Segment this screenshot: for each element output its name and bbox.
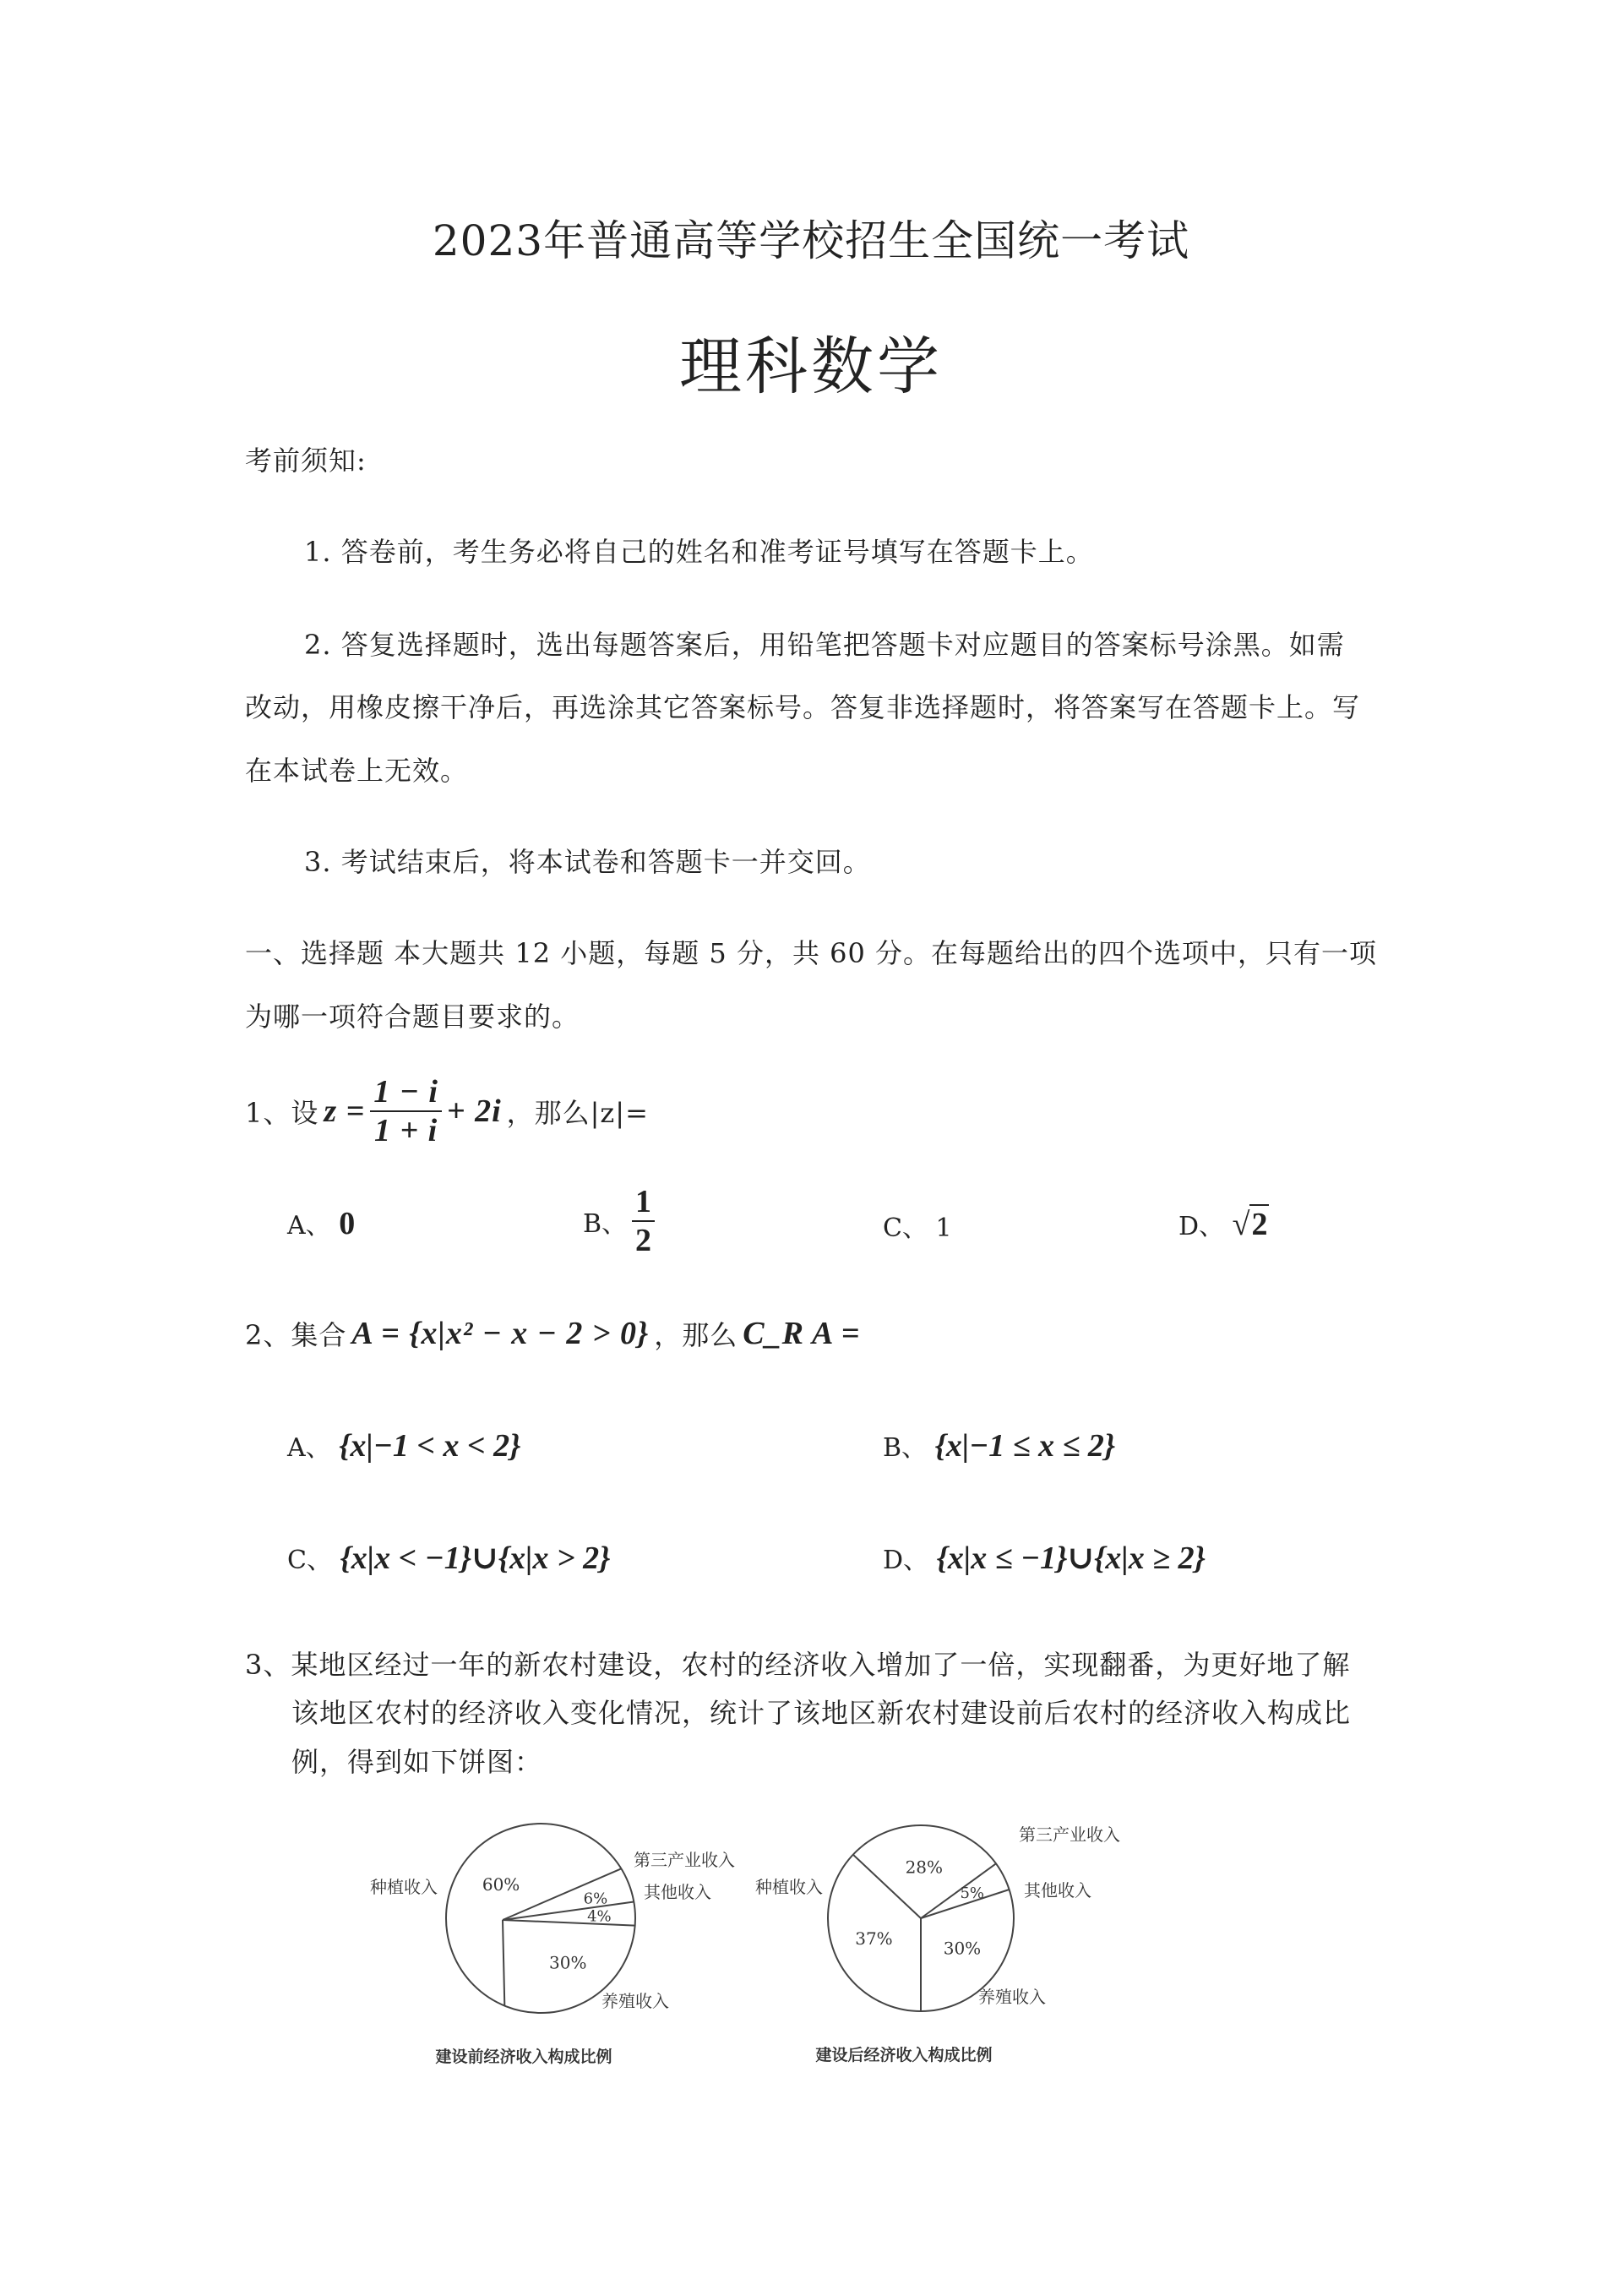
pie-2-slice-label-1: 37% [855,1928,893,1950]
q1-option-b[interactable] [583,1183,655,1259]
section-1-line-2: 为哪一项符合题目要求的。 [245,1001,580,1033]
q1-option-d-value: √2 [1233,1207,1270,1242]
q2-mid: ，那么 [654,1319,738,1351]
pie-charts [0,1775,1622,2096]
q1-plus-term: + 2i [446,1093,502,1129]
q2-option-a-value: {x|−1 < x < 2} [339,1428,521,1464]
q2-option-d[interactable] [883,1538,1206,1577]
q1-option-c-label: C、 [883,1213,928,1243]
question-2 [245,1314,860,1353]
q1-option-b-fraction [632,1183,655,1259]
q2-option-a[interactable] [287,1426,520,1464]
section-1-line-1: 一、选择题 本大题共 12 小题，每题 5 分，共 60 分。在每题给出的四个选项中，只有一项 [245,937,1378,969]
q3-line-3: 例，得到如下饼图： [291,1746,543,1778]
question-1 [245,1073,649,1149]
q1-option-a-value: 0 [339,1206,356,1241]
pie-2-slice-label-2: 28% [905,1857,944,1878]
q2-option-c-value: {x|x < −1}∪{x|x > 2} [340,1541,611,1576]
pie-2-category-label-4: 养殖收入 [978,1987,1046,2007]
notice-item-2-line-3: 在本试卷上无效。 [245,755,469,787]
exam-title: 2023年普通高等学校招生全国统一考试 [432,216,1190,265]
q3-line-2: 该地区农村的经济收入变化情况，统计了该地区新农村建设前后农村的经济收入构成比 [291,1697,1352,1729]
q1-option-d[interactable] [1178,1204,1269,1243]
q1-option-b-numerator: 1 [632,1183,655,1222]
pie-1-category-label-1: 种植收入 [370,1877,438,1897]
q3-line-1: 3、某地区经过一年的新农村建设，农村的经济收入增加了一倍，实现翻番，为更好地了解 [245,1649,1351,1681]
q2-option-d-value: {x|x ≤ −1}∪{x|x ≥ 2} [936,1541,1206,1576]
q2-prefix: 2、集合 [245,1319,347,1351]
q1-fraction-numerator: 1 − i [370,1073,442,1112]
q1-z-eq: z = [324,1093,366,1129]
notice-item-1: 1. 答卷前，考生务必将自己的姓名和准考证号填写在答题卡上。 [304,536,1094,568]
pie-1-category-label-4: 养殖收入 [601,1991,669,2011]
q2-option-c[interactable] [287,1538,610,1577]
pie-2-category-label-3: 其他收入 [1024,1880,1091,1901]
pie-1-category-label-2: 第三产业收入 [634,1850,735,1870]
pie-2-slice-label-4: 30% [943,1938,982,1959]
q1-option-a[interactable] [287,1204,355,1242]
pie-1-slice-label-4: 30% [549,1952,587,1973]
pie-1-slice-edge-1 [503,1920,504,2006]
q2-option-c-label: C、 [287,1546,332,1575]
pie-2-category-label-2: 第三产业收入 [1019,1824,1120,1845]
notice-heading: 考前须知: [245,444,367,477]
q2-option-b-value: {x|−1 ≤ x ≤ 2} [934,1428,1116,1464]
q1-fraction [370,1073,442,1149]
q1-option-d-radicand: 2 [1249,1204,1269,1243]
q1-fraction-denominator: 1 + i [374,1113,438,1148]
q1-option-d-label: D、 [1178,1212,1225,1241]
subject-title: 理科数学 [679,330,943,403]
q2-set-expression: A = {x|x² − x − 2 > 0} [351,1316,650,1351]
q1-option-b-denominator: 2 [635,1223,652,1258]
notice-item-2-line-1: 2. 答复选择题时，选出每题答案后，用铅笔把答题卡对应题目的答案标号涂黑。如需 [304,629,1345,661]
q1-option-c[interactable] [883,1207,952,1244]
q2-option-d-label: D、 [883,1546,929,1575]
q1-prefix: 1、设 [245,1097,319,1129]
notice-item-3: 3. 考试结束后，将本试卷和答题卡一并交回。 [304,846,871,878]
q2-complement: C_R A = [743,1316,861,1351]
q1-option-c-value: 1 [935,1213,952,1243]
pie-2-title: 建设后经济收入构成比例 [815,2046,993,2064]
q2-option-a-label: A、 [287,1433,331,1463]
q1-suffix: ，那么|z|= [506,1097,649,1129]
q2-option-b[interactable] [883,1426,1115,1464]
q2-option-b-label: B、 [883,1433,928,1463]
pie-1-slice-edge-4 [503,1920,635,1926]
q1-option-b-label: B、 [583,1209,628,1239]
pie-1-category-label-3: 其他收入 [644,1882,711,1902]
pie-2-category-label-1: 种植收入 [755,1877,823,1897]
notice-item-2-line-2: 改动，用橡皮擦干净后，再选涂其它答案标号。答复非选择题时，将答案写在答题卡上。写 [245,691,1361,723]
pie-1-title: 建设前经济收入构成比例 [435,2048,612,2066]
pie-1-slice-label-2: 6% [583,1890,608,1908]
pie-1-slice-label-1: 60% [482,1874,520,1895]
pie-2-slice-label-3: 5% [960,1884,985,1903]
q1-option-a-label: A、 [287,1211,331,1241]
pie-1-slice-label-3: 4% [587,1907,612,1926]
